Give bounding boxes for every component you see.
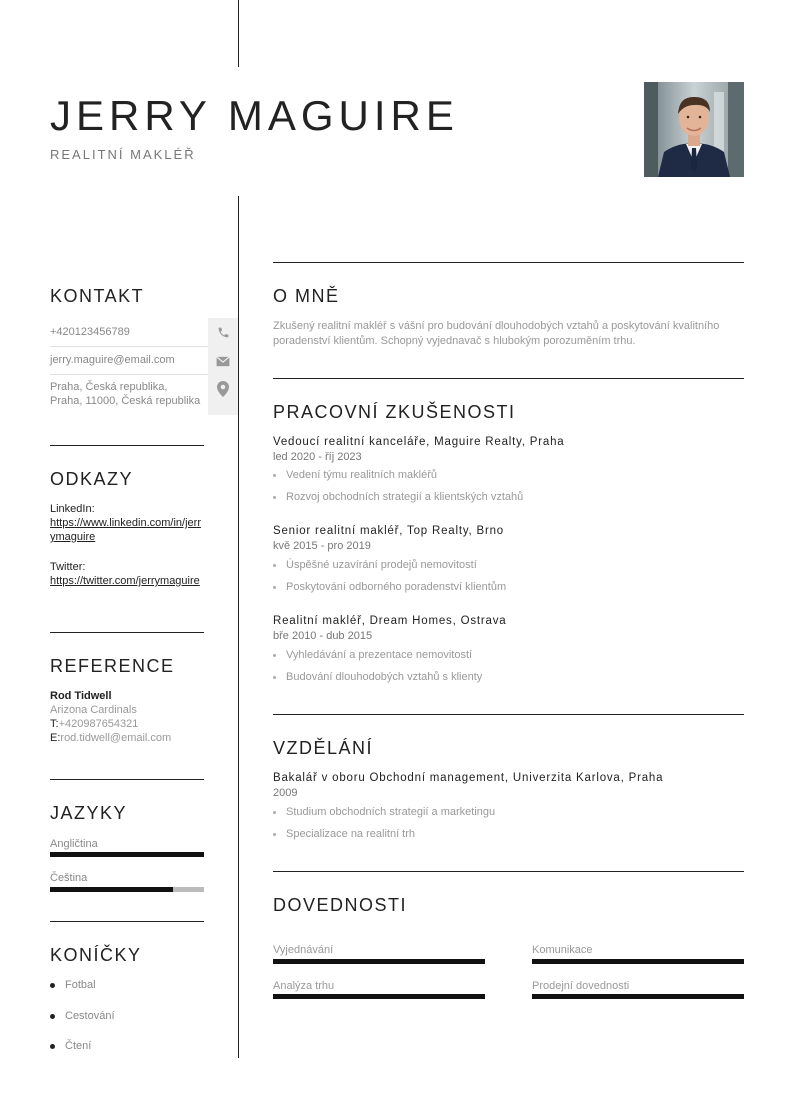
- skill-bar: [273, 959, 485, 964]
- language-level-fill: [50, 852, 204, 857]
- language-level-bar: [50, 887, 204, 892]
- languages-heading: JAZYKY: [50, 803, 128, 823]
- language-name: Čeština: [50, 872, 88, 884]
- language-level-bar: [50, 852, 204, 857]
- hobby-label: Čtení: [65, 1040, 92, 1052]
- bullet-icon: [50, 983, 55, 988]
- language-level-fill: [50, 887, 173, 892]
- skill-bar: [532, 994, 744, 999]
- job-bullet-text: Vyhledávání a prezentace nemovitostí: [286, 649, 473, 661]
- divider-vertical: [238, 196, 239, 1058]
- link-linkedin-url[interactable]: https://www.linkedin.com/in/jerrymaguire: [50, 517, 201, 543]
- reference-company: Arizona Cardinals: [50, 704, 137, 716]
- reference-email-label: E:: [50, 732, 61, 744]
- envelope-icon: [208, 347, 238, 375]
- job-bullet-text: Poskytování odborného poradenství klientům: [286, 581, 507, 593]
- section-divider: [273, 378, 744, 379]
- about-heading: O MNĚ: [273, 286, 340, 306]
- sidebar-divider: [50, 921, 204, 922]
- job-bullet-text: Vedení týmu realitních makléřů: [286, 469, 438, 481]
- skill-bar: [273, 994, 485, 999]
- job-dates: led 2020 - říj 2023: [273, 451, 362, 463]
- contact-heading: KONTAKT: [50, 286, 145, 306]
- job-bullet: [273, 559, 477, 571]
- job-bullet: [273, 649, 472, 661]
- bullet-icon: [50, 1044, 55, 1049]
- education-bullet: [273, 828, 415, 840]
- job-dates: kvě 2015 - pro 2019: [273, 540, 371, 552]
- about-text: Zkušený realitní makléř s vášní pro budování dlouhodobých vztahů a poskytování kvalitního poradenství klientům. Schopný vyjednavač s hlubokým porozuměním trhu.: [273, 320, 720, 347]
- phone-icon: [208, 318, 238, 347]
- skill-bar: [532, 959, 744, 964]
- experience-heading: PRACOVNÍ ZKUŠENOSTI: [273, 402, 516, 422]
- education-bullet-text: Specializace na realitní trh: [286, 828, 416, 840]
- reference-email-line: [50, 731, 210, 745]
- job-title: Realitní makléř, Dream Homes, Ostrava: [273, 615, 507, 627]
- education-degree: Bakalář v oboru Obchodní management, Univerzita Karlova, Praha: [273, 772, 664, 784]
- sidebar-divider: [50, 632, 204, 633]
- reference-email[interactable]: rod.tidwell@email.com: [60, 732, 172, 744]
- bullet-icon: [273, 833, 276, 836]
- job-bullet-text: Budování dlouhodobých vztahů s klienty: [286, 671, 483, 683]
- bullet-icon: [273, 654, 276, 657]
- links-heading: ODKAZY: [50, 469, 134, 489]
- reference-name: Rod Tidwell: [50, 690, 112, 702]
- bullet-icon: [273, 811, 276, 814]
- link-linkedin-label: LinkedIn:: [50, 503, 95, 515]
- link-twitter: [50, 560, 206, 588]
- contact-address-line2: Praha, 11000, Česká republika: [50, 395, 201, 407]
- contact-phone[interactable]: +420123456789: [50, 326, 130, 338]
- education-heading: VZDĚLÁNÍ: [273, 738, 374, 758]
- job-bullet-text: Úspěšné uzavírání prodejů nemovitostí: [286, 559, 477, 571]
- hobby-label: Fotbal: [65, 979, 96, 991]
- job-title: Senior realitní makléř, Top Realty, Brno: [273, 525, 504, 537]
- section-divider: [273, 871, 744, 872]
- link-linkedin: [50, 502, 206, 544]
- hobby-item: [50, 1040, 91, 1052]
- hobbies-heading: KONÍČKY: [50, 945, 142, 965]
- bullet-icon: [273, 586, 276, 589]
- divider-top: [238, 0, 239, 67]
- skill-label: Analýza trhu: [273, 980, 335, 992]
- candidate-title: REALITNÍ MAKLÉŘ: [50, 147, 196, 162]
- education-bullet-text: Studium obchodních strategií a marketingu: [286, 806, 496, 818]
- reference-block: [50, 689, 210, 745]
- reference-phone-label: T:: [50, 718, 59, 730]
- location-pin-icon: [208, 375, 238, 415]
- skill-label: Komunikace: [532, 944, 593, 956]
- bullet-icon: [273, 676, 276, 679]
- reference-heading: REFERENCE: [50, 656, 175, 676]
- link-twitter-label: Twitter:: [50, 561, 86, 573]
- hobby-item: [50, 979, 96, 991]
- education-year: 2009: [273, 787, 298, 799]
- contact-address-line1: Praha, Česká republika,: [50, 381, 168, 393]
- job-bullet-text: Rozvoj obchodních strategií a klientských vztahů: [286, 491, 524, 503]
- sidebar-divider: [50, 779, 204, 780]
- skill-label: Prodejní dovednosti: [532, 980, 630, 992]
- hobby-item: [50, 1010, 115, 1022]
- contact-email[interactable]: jerry.maguire@email.com: [50, 354, 175, 366]
- job-title: Vedoucí realitní kanceláře, Maguire Realty, Praha: [273, 436, 565, 448]
- bullet-icon: [50, 1014, 55, 1019]
- section-divider: [273, 262, 744, 263]
- bullet-icon: [273, 496, 276, 499]
- candidate-name: JERRY MAGUIRE: [50, 92, 459, 139]
- hobby-label: Cestování: [65, 1010, 115, 1022]
- language-name: Angličtina: [50, 838, 98, 850]
- bullet-icon: [273, 564, 276, 567]
- job-bullet: [273, 671, 482, 683]
- job-bullet: [273, 469, 437, 481]
- skill-label: Vyjednávání: [273, 944, 334, 956]
- section-divider: [273, 714, 744, 715]
- job-bullet: [273, 581, 506, 593]
- sidebar-divider: [50, 445, 204, 446]
- skills-heading: DOVEDNOSTI: [273, 895, 408, 915]
- education-bullet: [273, 806, 495, 818]
- reference-phone-line: [50, 717, 210, 731]
- job-bullet: [273, 491, 523, 503]
- bullet-icon: [273, 474, 276, 477]
- profile-photo: [644, 82, 744, 177]
- link-twitter-url[interactable]: https://twitter.com/jerrymaguire: [50, 575, 200, 587]
- job-dates: bře 2010 - dub 2015: [273, 630, 373, 642]
- reference-phone[interactable]: +420987654321: [58, 718, 139, 730]
